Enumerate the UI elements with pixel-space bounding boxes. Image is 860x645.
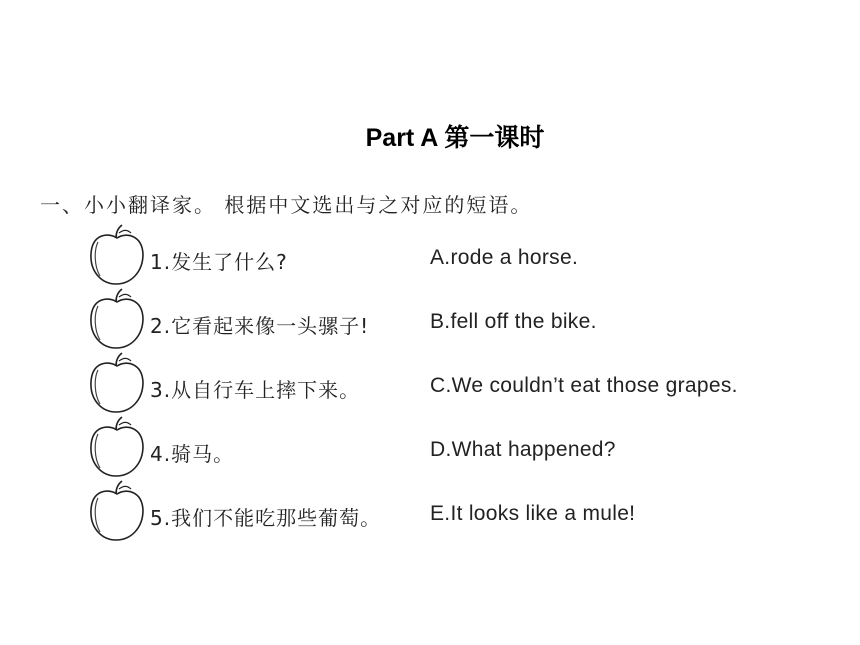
question-row bbox=[0, 416, 860, 480]
question-prompt: 2.它看起来像一头骡子! bbox=[150, 314, 370, 338]
answer-option: D.What happened? bbox=[430, 438, 616, 461]
answer-option: E.It looks like a mule! bbox=[430, 502, 636, 525]
answer-option: B.fell off the bike. bbox=[430, 310, 597, 333]
apple-answer-box-icon[interactable] bbox=[86, 416, 148, 480]
answer-option: C.We couldn’t eat those grapes. bbox=[430, 374, 738, 397]
apple-answer-box-icon[interactable] bbox=[86, 288, 148, 352]
question-prompt: 4.骑马。 bbox=[150, 442, 235, 466]
question-row bbox=[0, 352, 860, 416]
instruction-text: 一、小小翻译家。 根据中文选出与之对应的短语。 bbox=[40, 193, 533, 217]
question-prompt: 3.从自行车上摔下来。 bbox=[150, 378, 361, 402]
page-title: Part A 第一课时 bbox=[365, 124, 545, 152]
apple-answer-box-icon[interactable] bbox=[86, 224, 148, 288]
apple-answer-box-icon[interactable] bbox=[86, 480, 148, 544]
question-row bbox=[0, 480, 860, 544]
question-row bbox=[0, 288, 860, 352]
question-prompt: 1.发生了什么? bbox=[150, 250, 288, 274]
question-prompt: 5.我们不能吃那些葡萄。 bbox=[150, 506, 382, 530]
apple-answer-box-icon[interactable] bbox=[86, 352, 148, 416]
answer-option: A.rode a horse. bbox=[430, 246, 579, 269]
question-row bbox=[0, 224, 860, 288]
